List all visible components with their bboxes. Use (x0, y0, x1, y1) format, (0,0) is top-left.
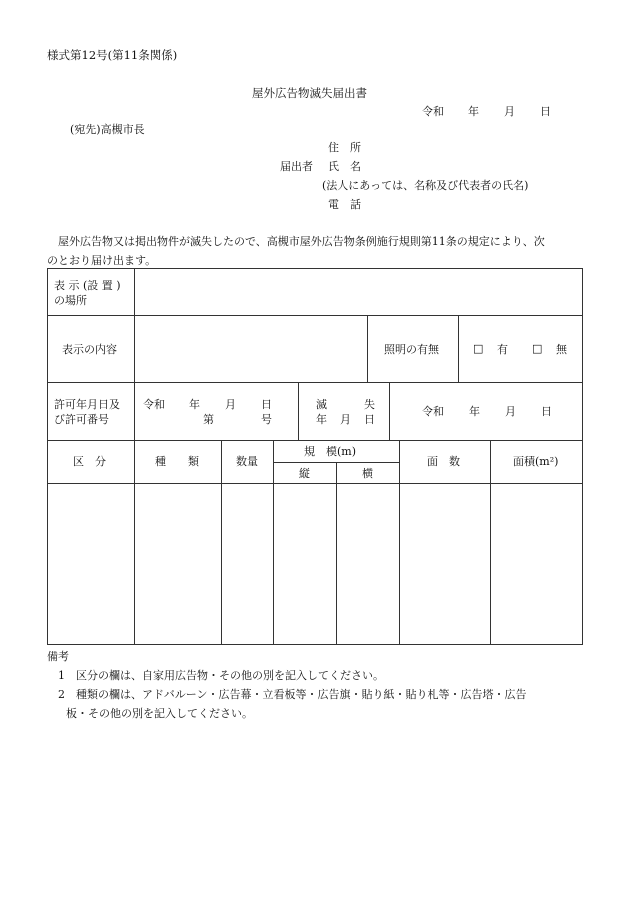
location-label-line-1: 表 示 (設 置 ) (54, 279, 121, 292)
notifier-label: 届出者 (280, 160, 313, 173)
notification-table (47, 268, 583, 645)
body-text-line-2: のとおり届け出ます。 (47, 254, 157, 267)
lighting-no-label: 無 (556, 343, 567, 356)
date-month: 月 (504, 105, 515, 118)
loss-date-era: 令和 (422, 405, 444, 418)
loss-month: 月 (340, 413, 351, 426)
location-value[interactable] (135, 269, 582, 315)
permit-era: 令和 (143, 398, 165, 411)
col-divider-lighting (458, 315, 459, 382)
header-quantity: 数量 (236, 455, 258, 468)
remark-1-number: 1 (58, 669, 65, 682)
header-category: 区 分 (73, 455, 106, 468)
header-width: 横 (362, 467, 373, 480)
loss-label-1: 滅 (316, 398, 327, 411)
corporate-note: (法人にあっては、名称及び代表者の氏名) (322, 179, 529, 192)
remark-2-number: 2 (58, 688, 65, 701)
date-day: 日 (540, 105, 551, 118)
permit-year: 年 (189, 398, 200, 411)
loss-day: 日 (364, 413, 375, 426)
header-height: 縦 (299, 467, 310, 480)
col-divider-permit (298, 382, 299, 440)
header-type: 種 類 (155, 455, 199, 468)
location-label-line-2: の場所 (54, 294, 87, 307)
form-number: 様式第12号(第11条関係) (47, 48, 178, 62)
remark-1-text: 区分の欄は、自家用広告物・その他の別を記入してください。 (76, 669, 384, 682)
phone-label: 電 話 (328, 198, 361, 211)
lighting-no-checkbox[interactable]: □ (532, 342, 543, 355)
header-size: 規 模(m) (304, 445, 357, 458)
loss-label-2: 失 (364, 398, 375, 411)
loss-year: 年 (316, 413, 327, 426)
remark-2-text-line-2: 板・その他の別を記入してください。 (66, 707, 253, 720)
remark-2-text-line-1: 種類の欄は、アドバルーン・広告幕・立看板等・広告旗・貼り紙・貼り札等・広告塔・広告 (76, 688, 527, 701)
name-label: 氏 名 (328, 160, 361, 173)
col-divider-content (367, 315, 368, 382)
body-text-line-1: 屋外広告物又は掲出物件が滅失したので、高槻市屋外広告物条例施行規則第11条の規定により、次 (58, 235, 545, 248)
area-cell[interactable] (491, 484, 582, 644)
permit-label-line-1: 許可年月日及 (54, 398, 120, 411)
lighting-label: 照明の有無 (384, 343, 439, 356)
content-label: 表示の内容 (62, 343, 117, 356)
loss-date-day: 日 (541, 405, 552, 418)
col-divider-permit-label (134, 382, 135, 440)
col-divider-loss (389, 382, 390, 440)
permit-day: 日 (261, 398, 272, 411)
width-cell[interactable] (337, 484, 399, 644)
faces-cell[interactable] (400, 484, 490, 644)
permit-number-suffix: 号 (261, 413, 272, 426)
lighting-yes-checkbox[interactable]: □ (473, 342, 484, 355)
row-divider-3 (47, 440, 583, 441)
content-value[interactable] (135, 316, 367, 382)
document-title: 屋外広告物滅失届出書 (252, 86, 367, 100)
addressee: (宛先)高槻市長 (70, 123, 145, 136)
type-cell[interactable] (135, 484, 221, 644)
loss-date-year: 年 (469, 405, 480, 418)
header-faces: 面 数 (427, 455, 460, 468)
category-cell[interactable] (48, 484, 134, 644)
permit-label-line-2: び許可番号 (54, 413, 109, 426)
row-divider-2 (47, 382, 583, 383)
address-label: 住 所 (328, 141, 361, 154)
header-area: 面積(m²) (513, 455, 559, 468)
quantity-cell[interactable] (222, 484, 273, 644)
loss-date-month: 月 (505, 405, 516, 418)
height-cell[interactable] (274, 484, 336, 644)
permit-month: 月 (225, 398, 236, 411)
remarks-title: 備考 (47, 650, 69, 663)
table-right-border (582, 268, 583, 645)
table-bottom-border (47, 644, 583, 645)
date-year: 年 (468, 105, 479, 118)
permit-number-prefix: 第 (203, 413, 214, 426)
lighting-yes-label: 有 (497, 343, 508, 356)
date-era: 令和 (422, 105, 444, 118)
